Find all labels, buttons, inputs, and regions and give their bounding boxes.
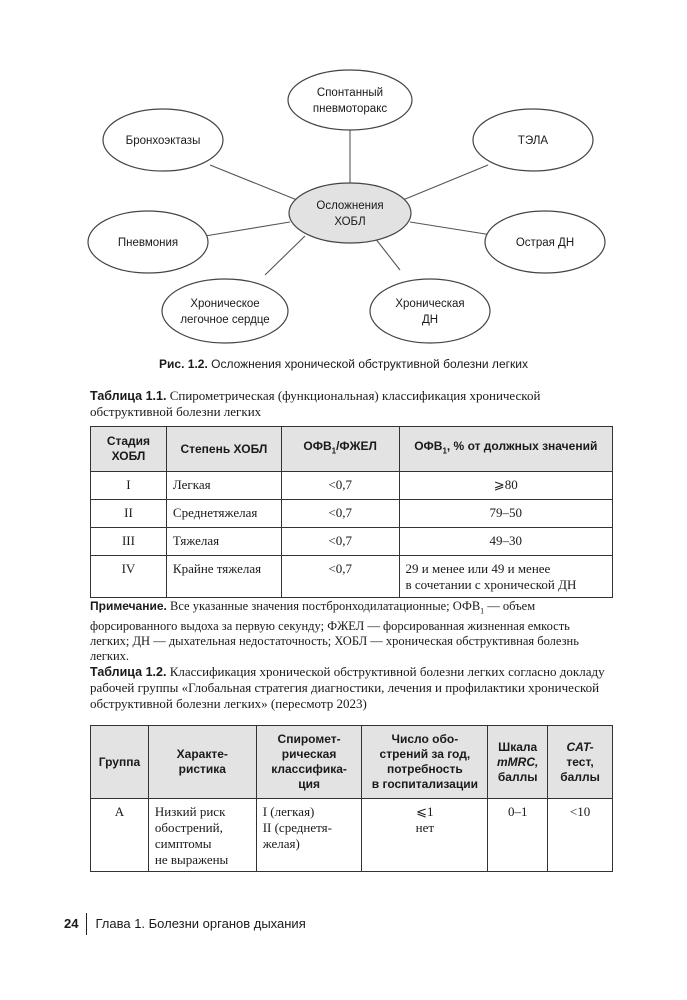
table-row [91, 500, 613, 528]
table1-header-ratio: $ОФВ_1$/ФЖЕЛ [281, 427, 399, 472]
table2-header-char: Характе- ристика [148, 726, 256, 799]
connector-bronchiectasis [210, 165, 302, 202]
table1-cell-ratio: <0,7 [281, 528, 399, 556]
table2-header-exacerbations: Число обо- стрений за год, потребность в госпитализации [362, 726, 488, 799]
table1-header-stage: Стадия ХОБЛ [91, 427, 167, 472]
table1-header-degree: Степень ХОБЛ [166, 427, 281, 472]
node-pneumothorax [288, 70, 412, 130]
table2-header-mmrc: Шкала mMRC, баллы [488, 726, 548, 799]
table1-cell-pct: 29 и менее или 49 и менее в сочетании с хронической ДН [399, 556, 612, 598]
table1-cell-degree: Крайне тяжелая [166, 556, 281, 598]
cor-pulmonale-label-2: легочное сердце [180, 314, 270, 326]
table1-cell-pct: 79–50 [399, 500, 612, 528]
table1-cell-stage: II [91, 500, 167, 528]
table1-note: Примечание. Все указанные значения постбронходилатационные; $ОФВ_1$ — объем форсированного выдоха за первую секунду; ФЖЕЛ — форсированная жизненная емкость легких; ДН — дыхательная недостаточность; ХОБЛ — хроническая обструктивная болезнь легких. [90, 599, 579, 663]
table1-header-row [91, 427, 613, 472]
table2-header-row [91, 726, 613, 799]
table2-header-group: Группа [91, 726, 149, 799]
figure-caption [0, 357, 687, 371]
table2-cell-char: Низкий риск обострений, симптомы не выражены [148, 799, 256, 872]
connector-acute-dn [410, 222, 498, 236]
connector-chronic-dn [375, 238, 400, 270]
table-row [91, 556, 613, 598]
table-row [91, 528, 613, 556]
page-number: 24 [64, 913, 87, 935]
center-label-1: Осложнения [316, 200, 384, 212]
tela-label: ТЭЛА [517, 135, 549, 147]
table1-cell-pct: ⩾80 [399, 472, 612, 500]
table1-cell-ratio: <0,7 [281, 500, 399, 528]
center-node [289, 183, 411, 243]
note-label: Примечание. [90, 599, 167, 613]
node-chronic-dn [370, 279, 490, 343]
table2-header-cat: CAT- тест, баллы [548, 726, 613, 799]
figure-caption-text: Осложнения хронической обструктивной болезни легких [207, 357, 528, 371]
table2-caption-text: Классификация хронической обструктивной болезни легких согласно докладу рабочей группы «Глобальная стратегия диагностики, лечения и профилактики хронической обструктивной болезни легких» (пересмотр 2023) [90, 664, 605, 711]
cor-pulmonale-label-1: Хроническое [190, 298, 260, 310]
table2-cell-group: A [91, 799, 149, 872]
gold-classification-table [90, 725, 613, 872]
table1-cell-degree: Легкая [166, 472, 281, 500]
complications-diagram [0, 0, 687, 350]
page-footer [64, 913, 306, 935]
table1-caption-label: Таблица 1.1. [90, 389, 167, 403]
connector-pneumonia [205, 222, 290, 236]
table2-header-spiro: Спиромет- рическая классифика- ция [256, 726, 362, 799]
table1-cell-stage: IV [91, 556, 167, 598]
spirometry-table [90, 426, 613, 598]
pneumothorax-label-1: Спонтанный [316, 87, 384, 99]
table2-cell-exacerbations: ⩽1 нет [362, 799, 488, 872]
table1-caption [90, 388, 610, 420]
acute-dn-label: Острая ДН [515, 237, 575, 249]
table1-cell-degree: Среднетяжелая [166, 500, 281, 528]
table1-cell-ratio: <0,7 [281, 556, 399, 598]
table1-cell-pct: 49–30 [399, 528, 612, 556]
diagram-svg [0, 0, 687, 350]
table2-cell-mmrc: 0–1 [488, 799, 548, 872]
table2-cell-cat: <10 [548, 799, 613, 872]
table2-caption-label: Таблица 1.2. [90, 665, 167, 679]
chronic-dn-label-2: ДН [421, 314, 439, 326]
center-label-2: ХОБЛ [334, 216, 366, 228]
table2-caption [90, 664, 610, 712]
table1-header-pct: $ОФВ_1$, % от должных значений [399, 427, 612, 472]
table-row [91, 799, 613, 872]
connector-cor-pulmonale [265, 236, 305, 275]
table1-caption-text: Спирометрическая (функциональная) классификация хронической обструктивной болезни легких [90, 388, 541, 419]
bronchiectasis-label: Бронхоэктазы [125, 135, 201, 147]
table1-cell-stage: I [91, 472, 167, 500]
table2-cell-spiro: I (легкая) II (среднетя- желая) [256, 799, 362, 872]
table1-cell-ratio: <0,7 [281, 472, 399, 500]
table-row [91, 472, 613, 500]
pneumothorax-label-2: пневмоторакс [312, 103, 388, 115]
connector-tela [398, 165, 488, 202]
table1-cell-degree: Тяжелая [166, 528, 281, 556]
table1-cell-stage: III [91, 528, 167, 556]
figure-caption-label: Рис. 1.2. [159, 357, 208, 371]
pneumonia-label: Пневмония [117, 237, 179, 249]
node-cor-pulmonale [162, 279, 288, 343]
chronic-dn-label-1: Хроническая [395, 298, 465, 310]
chapter-title: Глава 1. Болезни органов дыхания [95, 916, 306, 931]
